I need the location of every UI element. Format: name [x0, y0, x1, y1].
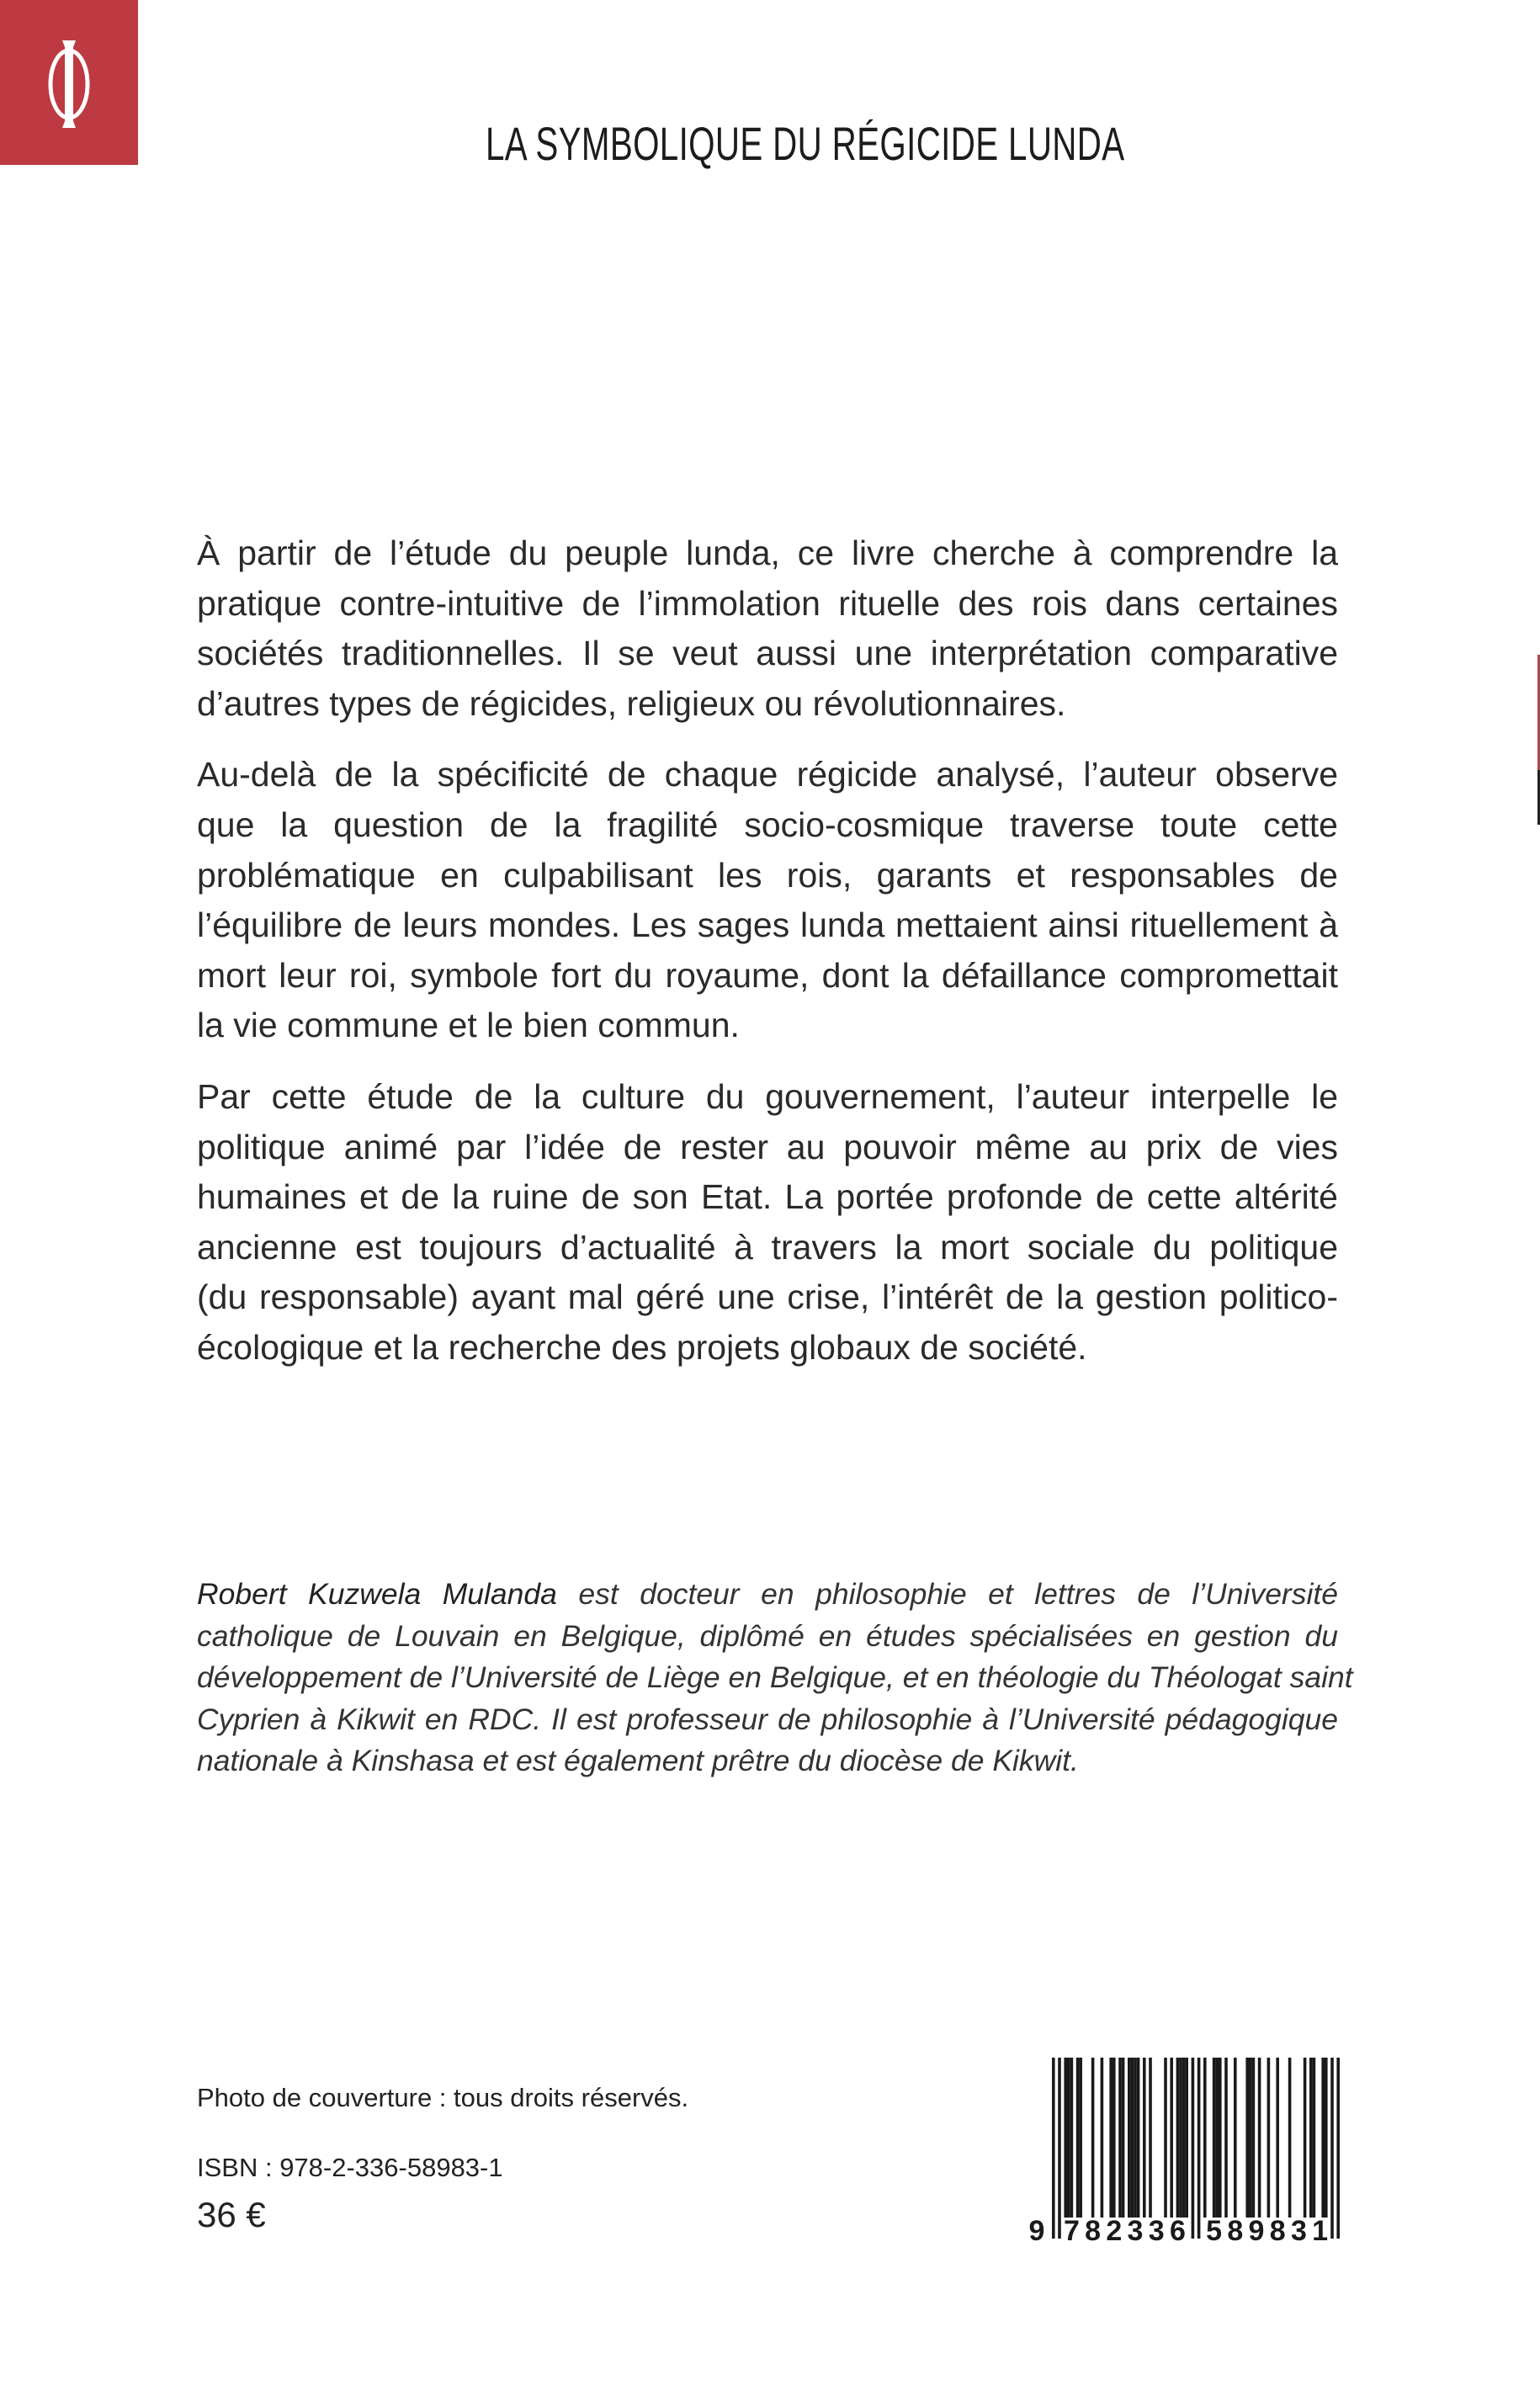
description-line: Par cette étude de la culture du gouvernement, l’auteur interpelle le: [197, 1076, 1338, 1116]
barcode-digit: 8: [1085, 2215, 1102, 2247]
description-line: écologique et la recherche des projets globaux de société.: [197, 1327, 1087, 1367]
barcode-bar: [1192, 2058, 1195, 2239]
barcode-bar: [1267, 2058, 1271, 2218]
description-line: sociétés traditionnelles. Il se veut aussi une interprétation comparative: [197, 634, 1338, 673]
barcode-digit: 8: [1269, 2215, 1286, 2247]
barcode-digit: 5: [1206, 2215, 1223, 2247]
barcode-bar: [1164, 2058, 1167, 2218]
photo-credit: Photo de couverture : tous droits réservés.: [197, 2083, 689, 2112]
barcode-bar: [1179, 2058, 1182, 2218]
author-bio: [197, 1574, 1353, 1782]
barcode-bar: [1101, 2058, 1104, 2218]
barcode-bar: [1052, 2058, 1055, 2239]
barcode-bar: [1076, 2058, 1080, 2218]
description-line: ancienne est toujours d’actualité à travers la mort sociale du politique: [197, 1227, 1338, 1267]
description-line: l’équilibre de leurs mondes. Les sages lunda mettaient ainsi rituellement à: [197, 906, 1338, 945]
barcode-digit: 3: [1290, 2215, 1307, 2247]
description-line: À partir de l’étude du peuple lunda, ce livre cherche à comprendre la: [197, 534, 1338, 572]
barcode-bar: [1131, 2058, 1134, 2218]
description-line: mort leur roi, symbole fort du royaume, dont la défaillance compromettait: [197, 955, 1338, 995]
barcode-bar: [1203, 2058, 1207, 2218]
barcode-bar: [1309, 2058, 1313, 2218]
barcode-bar: [1170, 2058, 1173, 2218]
author-name: Robert Kuzwela Mulanda: [197, 1577, 557, 1611]
barcode-bar: [1252, 2058, 1256, 2218]
description-line: (du responsable) ayant mal géré une crise, l’intérêt de la gestion politico-: [197, 1277, 1338, 1317]
barcode-digit: 9: [1248, 2215, 1265, 2247]
barcode-bar: [1276, 2058, 1279, 2218]
barcode-digit: 7: [1063, 2215, 1080, 2247]
barcode-bar: [1258, 2058, 1261, 2218]
barcode-bar: [1149, 2058, 1152, 2218]
description-line: humaines et de la ruine de son Etat. La portée profonde de cette altérité: [197, 1177, 1338, 1217]
barcode-bar: [1128, 2058, 1131, 2218]
barcode-bar: [1143, 2058, 1146, 2218]
barcode-bar: [1109, 2058, 1113, 2218]
description-line: d’autres types de régicides, religieux ou révolutionnaires.: [197, 683, 1066, 723]
description-line: pratique contre-intuitive de l’immolation rituelle des rois dans certaines: [197, 583, 1338, 623]
barcode-bar: [1118, 2058, 1122, 2218]
barcode-bar: [1213, 2058, 1216, 2218]
barcode-digit: 6: [1169, 2215, 1186, 2247]
barcode-bar: [1067, 2058, 1070, 2218]
bio-line: catholique de Louvain en Belgique, diplômé en études spécialisées en gestion du: [197, 1618, 1338, 1653]
book-description: [197, 529, 1338, 1394]
bio-line: nationale à Kinshasa et est également prêtre du diocèse de Kikwit.: [197, 1744, 1079, 1778]
isbn-barcode: [1018, 2053, 1372, 2255]
bio-line: [197, 1574, 1338, 1616]
barcode-bar: [1249, 2058, 1252, 2218]
barcode-bar: [1325, 2058, 1328, 2218]
publisher-logo: [0, 0, 138, 165]
barcode-bar: [1079, 2058, 1082, 2218]
barcode-bar: [1313, 2058, 1316, 2218]
description-paragraph: [197, 1072, 1338, 1373]
book-title: LA SYMBOLIQUE DU RÉGICIDE LUNDA: [486, 117, 1125, 170]
barcode-bar: [1330, 2058, 1334, 2239]
description-line: problématique en culpabilisant les rois, garants et responsables de: [197, 855, 1338, 895]
barcode-bar: [1219, 2058, 1222, 2218]
bio-text: est docteur en philosophie et lettres de l’Université: [556, 1577, 1339, 1611]
description-line: que la question de la fragilité socio-cosmique traverse toute cette: [197, 805, 1338, 844]
isbn: ISBN : 978-2-336-58983-1: [197, 2153, 503, 2182]
phi-icon: [37, 39, 101, 130]
barcode-bar: [1197, 2058, 1201, 2239]
barcode-bar: [1134, 2058, 1137, 2218]
barcode-digit: 8: [1227, 2215, 1244, 2247]
barcode-digit: 3: [1127, 2215, 1144, 2247]
barcode-bar: [1064, 2058, 1067, 2218]
barcode-bar: [1185, 2058, 1188, 2218]
barcode-bar: [1137, 2058, 1140, 2218]
bio-line: Cyprien à Kikwit en RDC. Il est professeur de philosophie à l’Université pédagogique: [197, 1702, 1338, 1736]
barcode-bar: [1058, 2058, 1061, 2239]
barcode-bar: [1215, 2058, 1219, 2218]
price: 36 €: [197, 2195, 266, 2234]
barcode-bar: [1234, 2058, 1237, 2218]
description-line: politique animé par l’idée de rester au pouvoir même au prix de vies: [197, 1127, 1338, 1166]
description-paragraph: [197, 750, 1338, 1051]
barcode-bar: [1070, 2058, 1074, 2218]
bio-line: développement de l’Université de Liège en Belgique, et en théologie du Théologat saint: [197, 1660, 1353, 1695]
description-paragraph: [197, 529, 1338, 729]
barcode-digit: 3: [1148, 2215, 1165, 2247]
barcode-bar: [1122, 2058, 1125, 2218]
barcode-bar: [1245, 2058, 1249, 2218]
barcode-bar: [1113, 2058, 1116, 2218]
barcode-digit: 9: [1028, 2215, 1045, 2247]
barcode-bar: [1304, 2058, 1307, 2218]
barcode-bar: [1091, 2058, 1095, 2218]
barcode-digit: 1: [1312, 2215, 1329, 2247]
barcode-bar: [1224, 2058, 1228, 2218]
barcode-bar: [1288, 2058, 1292, 2218]
barcode-bar: [1321, 2058, 1325, 2218]
barcode-digit: 2: [1106, 2215, 1123, 2247]
barcode-bar: [1176, 2058, 1180, 2218]
barcode-bar: [1336, 2058, 1340, 2239]
description-line: la vie commune et le bien commun.: [197, 1006, 740, 1045]
barcode-bar: [1182, 2058, 1186, 2218]
description-line: Au-delà de la spécificité de chaque régicide analysé, l’auteur observe: [197, 755, 1338, 794]
